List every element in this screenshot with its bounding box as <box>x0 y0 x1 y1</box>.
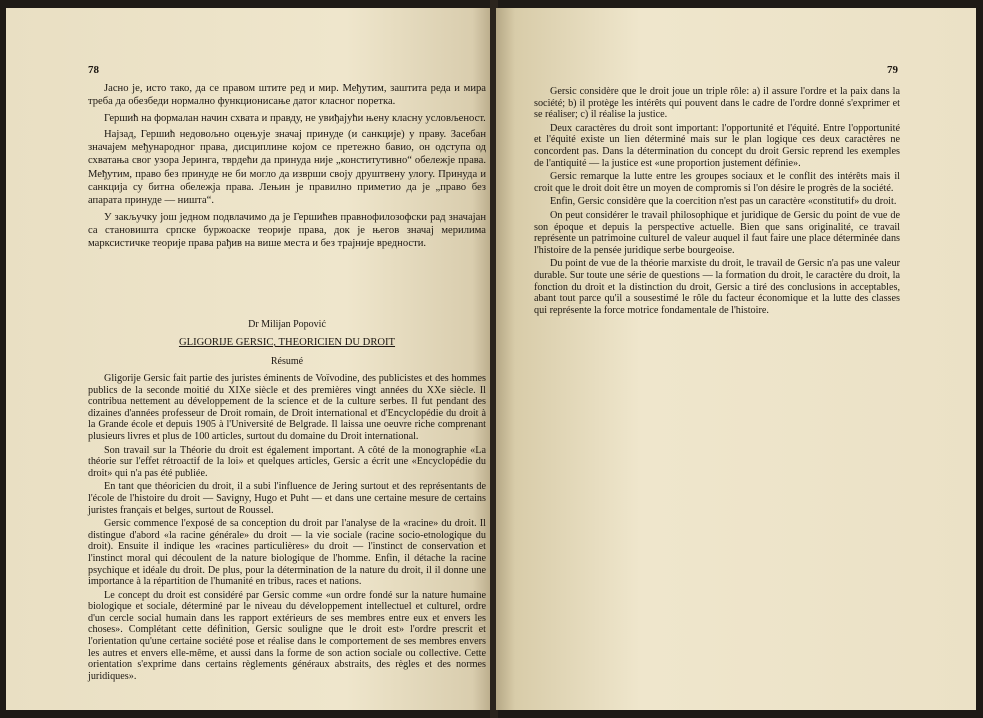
page-number: 79 <box>887 64 898 76</box>
paragraph: Enfin, Gersic considère que la coercition n'est pas un caractère «constitutif» du droit. <box>550 196 897 208</box>
paragraph: Le concept du droit est considéré par Gersic comme «un ordre fondé sur la nature humaine biologique et sociale, déterminé par le niveau du développement intellectuel et culturel, ordre d'un cercle social humain dans les rapport extérieurs de ses membres entre eux et envers les choses». Complétant cette définition, Gersic souligne que le droit est» l'ordre prescrit et l'orientation qu'une certaine société pose et réalise dans le comportement de ses membres envers les autres et envers elle-même, et aussi dans la forme de son action sociale ou collective. Cette orientation s'exprime dans certains règlements généraux abstraits, des règles et des normes juridiques». <box>88 589 486 682</box>
page-number: 78 <box>88 64 99 76</box>
paragraph: Gersic considère que le droit joue un triple rôle: a) il assure l'ordre et la paix dans la société; b) il protège les intérêts qui pouvent dans le cadre de l'ordre donné s'exprimer et se réaliser; c) il réalise la justice. <box>534 86 900 121</box>
paragraph: Гершић на формалан начин схвата и правду, не увиђајући њену класну условљеност. <box>104 112 486 124</box>
article-title: GLIGORIJE GERSIC, THEORICIEN DU DROIT <box>178 337 396 348</box>
paragraph: Du point de vue de la théorie marxiste du droit, le travail de Gersic n'a pas une valeur durable. Sur toute une série de questions — la formation du droit, le caractère du droit, la fonction du droit et la distinction du droit, Gersic a tiré des conclusions in acceptables, abant tout parce qu'il a sousestimé le rôle du facteur économique et la lutte des classes qui représente la force motrice fondamentale de l'histoire. <box>534 258 900 316</box>
paragraph: Gligorije Gersic fait partie des juristes éminents de Voïvodine, des publicistes et des hommes publics de la seconde moitié du XIXe siècle et des premières vingt années du XXe siècle. Il contribua nettement au développement de la science et de la culture serbes. Il fut pendant des dizaines d'années professeur de Droit romain, de Droit international et d'Encyclopédie du droit à la Grande école et depuis 1905 à l'Université de Belgrade. Il laissa une oeuvre riche comprenant plusieurs livres et plus de 100 articles, surtout du domaine du Droit international. <box>88 373 486 442</box>
paragraph: En tant que théoricien du droit, il a subi l'influence de Jering surtout et des représentants de l'école de l'histoire du droit — Savigny, Hugo et Puht — et dans une certaine mesure de certains juristes français et belges, surtout de Roussel. <box>88 481 486 516</box>
french-summary-block <box>88 373 486 684</box>
paragraph: У закључку још једном подвлачимо да је Гершићев правнофилозофски рад значајан са становишта српске буржоаске теорије права, док је његов значај мерилима марксистичке теорије права рађив на више места и без трајније вредности. <box>88 211 486 250</box>
paragraph: Gersic remarque la lutte entre les groupes sociaux et le conflit des intérêts mais il croit que le droit doit être un moyen de compromis si l'on désire le progrès de la société. <box>534 171 900 194</box>
paragraph: Deux caractères du droit sont important: l'opportunité et l'équité. Entre l'opportunité et l'équité existe un lien déterminé mais sur le plan logique ces deux caractères ne concordent pas. Dans la détermination du concept du droit Gersic reprend les exemples de l'antiquité — la justice est «une proportion justement définie». <box>534 122 900 169</box>
author-name: Dr Milijan Popović <box>248 319 326 330</box>
left-page <box>6 8 492 710</box>
section-heading: Résumé <box>270 356 304 367</box>
serbian-text-block <box>88 82 486 254</box>
right-page <box>496 8 976 710</box>
paragraph: Son travail sur la Théorie du droit est également important. A côté de la monographie «La théorie sur l'effet rétroactif de la loi» et quelques articles, Gersic a écrit une «Encyclopédie du droit» qui n'a pas été publiée. <box>88 444 486 479</box>
paragraph: Јасно је, исто тако, да се правом штите ред и мир. Међутим, заштита реда и мира треба да обезбеди нормално функционисање датог класног поретка. <box>88 83 486 108</box>
paragraph: Gersic commence l'exposé de sa conception du droit par l'analyse de la «racine» du droit. Il distingue d'abord «la racine générale» du droit — la vie sociale (racine socio-etnologique du droit). Ensuite il indique les «racines particulières» du droit — l'instinct de conservation et l'instinct moral qui découlent de la nature biologique de l'homme. Enfin, il détache la racine psychique et idéale du droit. De plus, pour la détermination de la nature du droit, il il donne une importance à la répartition de l'humanité en tribus, races et nations. <box>88 518 486 588</box>
french-text-block <box>534 86 900 318</box>
paragraph: On peut considérer le travail philosophique et juridique de Gersic du point de vue de son époque et depuis la perspective actuelle. Bien que sans originalité, ce travail représente un patrimoine culturel de valeur auquel il faut faire une place déterminée dans l'histoire de la pensée juridique serbe bourgeoise. <box>534 209 900 256</box>
paragraph: Најзад, Гершић недовољно оцењује значај принуде (и санкције) у праву. Засебан значајем међународног права, дисциплине којом се претежно бавио, он одступа од схватања свог узора Јеринга, тврдећи да принуда није „конститутивно“ обележје права. Међутим, право без принуде не би могло да изврши своју друштвену улогу. Принуда и санкција су битна обележја права. Лењин је правилно приметио да је „право без апарата принуде — ништа“. <box>88 128 486 207</box>
